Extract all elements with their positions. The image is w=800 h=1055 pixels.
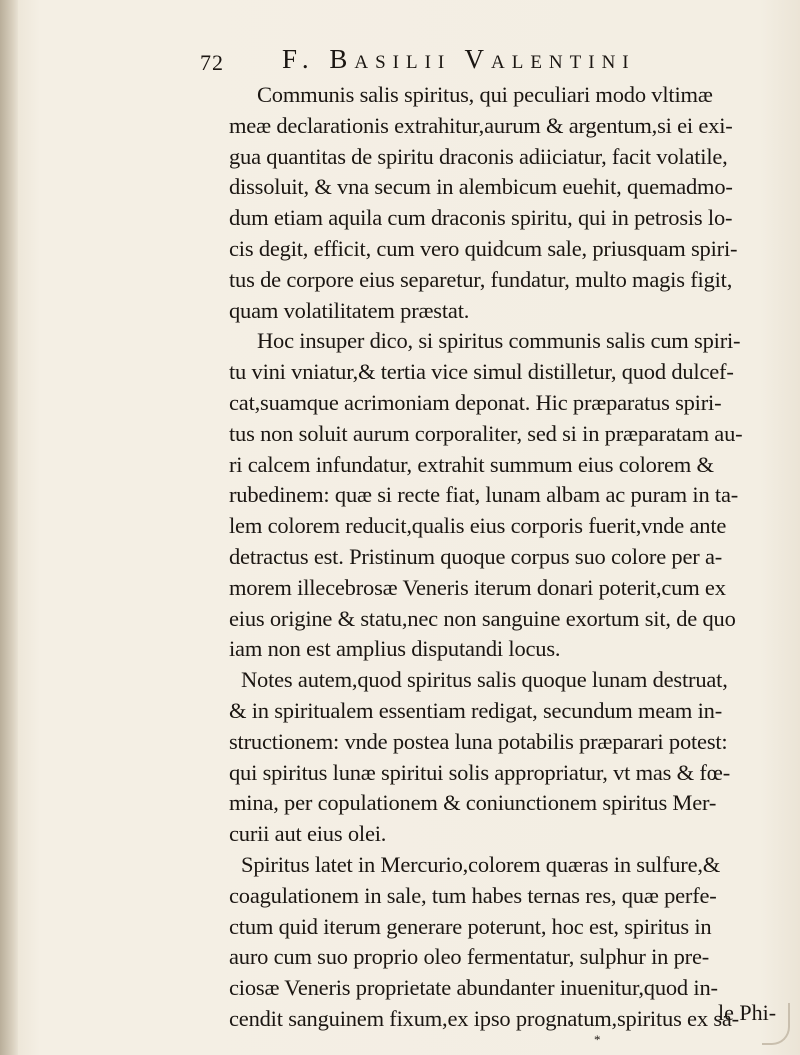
text-line: eius origine & statu,nec non sanguine exortum sit, de quo (229, 605, 736, 631)
text-line: dissoluit, & vna secum in alembicum euehit, quemadmo- (229, 174, 733, 200)
text-line: quam volatilitatem præstat. (229, 297, 470, 323)
page-corner-curl (762, 1003, 790, 1045)
text-line: ri calcem infundatur, extrahit summum eius colorem & (229, 451, 714, 477)
signature-mark: * (594, 1032, 601, 1047)
text-line: gua quantitas de spiritu draconis adiiciatur, facit volatile, (229, 143, 728, 169)
text-line: morem illecebrosæ Veneris iterum donari poterit,cum ex (229, 574, 726, 600)
text-line: qui spiritus lunæ spiritui solis appropriatur, vt mas & fœ- (229, 759, 731, 785)
text-line: tu vini vniatur,& tertia vice simul distilletur, quod dulcef- (229, 359, 734, 385)
text-line: Communis salis spiritus, qui peculiari modo vltimæ (257, 82, 713, 107)
body-text (229, 80, 789, 1035)
gutter-shadow (0, 0, 18, 1055)
running-title: F. Basilii Valentini (282, 44, 636, 74)
text-line: ciosæ Veneris proprietate abundanter inuenitur,quod in- (229, 975, 718, 1001)
text-line: detractus est. Pristinum quoque corpus suo colore per a- (229, 543, 723, 569)
text-line: rubedinem: quæ si recte fiat, lunam albam ac puram in ta- (229, 482, 739, 508)
text-line: dum etiam aquila cum draconis spiritu, qui in petrosis lo- (229, 205, 733, 231)
catchword: le Phi- (718, 1000, 777, 1025)
text-line: cendit sanguinem fixum,ex ipso prognatum,spiritus ex sa- (229, 1005, 739, 1031)
text-line: Hoc insuper dico, si spiritus communis salis cum spiri- (257, 328, 741, 354)
text-line: Notes autem,quod spiritus salis quoque lunam destruat, (241, 667, 728, 693)
text-line: structionem: vnde postea luna potabilis præparari potest: (229, 728, 728, 754)
text-line: ctum quid iterum generare poterunt, hoc est, spiritus in (229, 913, 712, 939)
text-line: & in spiritualem essentiam redigat, secundum meam in- (229, 697, 723, 723)
text-line: iam non est amplius disputandi locus. (229, 636, 561, 662)
text-line: tus non soluit aurum corporaliter, sed si in præparatam au- (229, 420, 743, 446)
text-line: auro cum suo proprio oleo fermentatur, sulphur in pre- (229, 944, 710, 970)
text-line: mina, per copulationem & coniunctionem spiritus Mer- (229, 790, 717, 816)
text-line: meæ declarationis extrahitur,aurum & argentum,si ei exi- (229, 112, 733, 138)
text-line: lem colorem reducit,qualis eius corporis fuerit,vnde ante (229, 513, 727, 539)
text-line: Spiritus latet in Mercurio,colorem quæras in sulfure,& (241, 851, 721, 877)
text-line: cis degit, efficit, cum vero quidcum sale, priusquam spiri- (229, 235, 738, 261)
text-line: coagulationem in sale, tum habes ternas res, quæ perfe- (229, 882, 717, 908)
page-header (200, 44, 780, 80)
text-line: tus de corpore eius separetur, fundatur, multo magis figit, (229, 266, 733, 292)
text-line: cat,suamque acrimoniam deponat. Hic præparatus spiri- (229, 389, 722, 415)
page-number: 72 (200, 50, 224, 75)
text-line: curii aut eius olei. (229, 821, 387, 847)
